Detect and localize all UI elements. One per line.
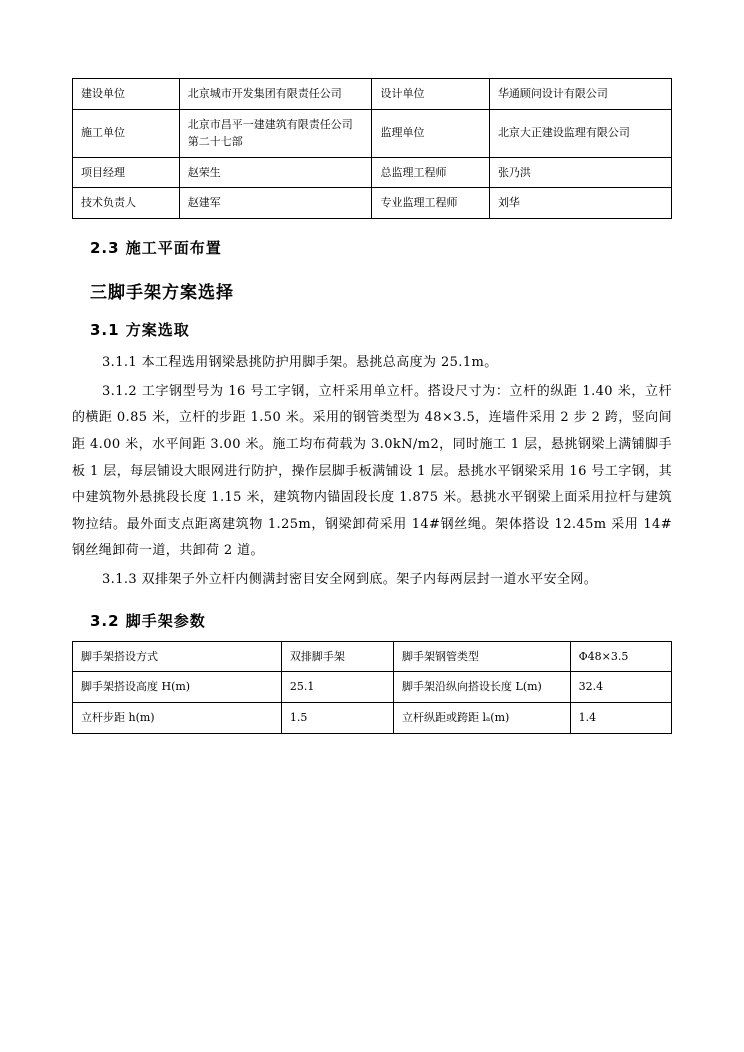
info-cell-value: 北京大正建设监理有限公司 — [489, 109, 671, 157]
param-cell-value: 25.1 — [281, 672, 393, 703]
info-cell-value: 张乃洪 — [489, 157, 671, 188]
info-cell-value: 北京城市开发集团有限责任公司 — [179, 79, 372, 110]
param-cell-value: 双排脚手架 — [281, 641, 393, 672]
scaffold-parameters-table — [72, 641, 672, 734]
section-heading-3-1: 3.1 方案选取 — [90, 320, 190, 339]
info-cell-label: 建设单位 — [73, 79, 180, 110]
table-row — [73, 79, 672, 110]
info-cell-label: 施工单位 — [73, 109, 180, 157]
info-cell-label: 项目经理 — [73, 157, 180, 188]
paragraph-3-1-3: 3.1.3 双排架子外立杆内侧满封密目安全网到底。架子内每两层封一道水平安全网。 — [102, 572, 598, 588]
info-cell-value: 赵荣生 — [179, 157, 372, 188]
info-cell-label: 技术负责人 — [73, 188, 180, 219]
param-cell-value: 1.5 — [281, 702, 393, 733]
info-cell-label: 专业监理工程师 — [372, 188, 489, 219]
param-cell-label: 脚手架搭设方式 — [73, 641, 282, 672]
paragraph-3-1-2: 3.1.2 工字钢型号为 16 号工字钢，立杆采用单立杆。搭设尺寸为：立杆的纵距 1.40 米，立杆的横距 0.85 米，立杆的步距 1.50 米。采用的钢管类型为 48×3.5，连墙件采用 2 步 2 跨，竖向间距 4.00 米，水平间距 3.00 米。施工均布荷载为 3.0kN/m2，同时施工 1 层，悬挑钢梁上满铺脚手板 1 层，每层铺设大眼网进行防护，操作层脚手板满铺设 1 层。悬挑水平钢梁采用 16 号工字钢，其中建筑物外悬挑段长度 1.15 米，建筑物内锚固段长度 1.875 米。悬挑水平钢梁上面采用拉杆与建筑物拉结。最外面支点距离建筑物 1.25m，钢梁卸荷采用 14#钢丝绳。架体搭设 12.45m 采用 14#钢丝绳卸荷一道，共卸荷 2 道。 — [72, 383, 672, 559]
info-cell-label: 设计单位 — [372, 79, 489, 110]
param-cell-value: 32.4 — [570, 672, 671, 703]
table-row — [73, 109, 672, 157]
info-cell-value: 北京市昌平一建建筑有限责任公司第二十七部 — [179, 109, 372, 157]
param-cell-label: 脚手架沿纵向搭设长度 L(m) — [394, 672, 571, 703]
param-cell-value: 1.4 — [570, 702, 671, 733]
table-row — [73, 702, 672, 733]
param-cell-label: 脚手架搭设高度 H(m) — [73, 672, 282, 703]
section-heading-3-2: 3.2 脚手架参数 — [90, 611, 206, 630]
table-row — [73, 188, 672, 219]
section-heading-2-3: 2.3 施工平面布置 — [90, 238, 222, 257]
info-cell-value: 赵建军 — [179, 188, 372, 219]
param-cell-label: 脚手架钢管类型 — [394, 641, 571, 672]
info-cell-label: 监理单位 — [372, 109, 489, 157]
info-cell-label: 总监理工程师 — [372, 157, 489, 188]
param-cell-label: 立杆步距 h(m) — [73, 702, 282, 733]
paragraph-3-1-1: 3.1.1 本工程选用钢梁悬挑防护用脚手架。悬挑总高度为 25.1m。 — [102, 354, 498, 370]
table-row — [73, 672, 672, 703]
info-cell-value: 华通顾问设计有限公司 — [489, 79, 671, 110]
table-row — [73, 641, 672, 672]
project-info-table — [72, 78, 672, 219]
info-cell-value: 刘华 — [489, 188, 671, 219]
chapter-heading-3: 三脚手架方案选择 — [90, 282, 234, 303]
param-cell-label: 立杆纵距或跨距 lₐ(m) — [394, 702, 571, 733]
param-cell-value: Φ48×3.5 — [570, 641, 671, 672]
table-row — [73, 157, 672, 188]
